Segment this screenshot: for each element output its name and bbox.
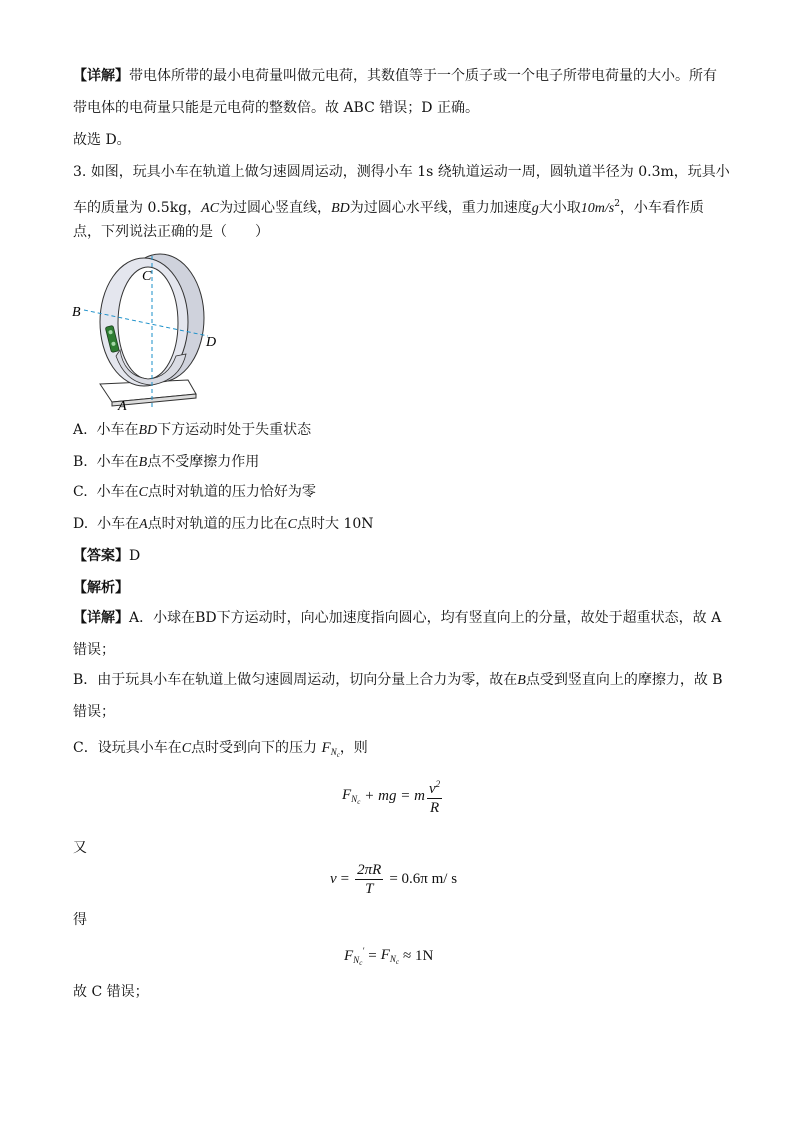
f-nc-inline: $F_{N_c}$ xyxy=(321,740,340,759)
analysis-tag-text: 【解析】 xyxy=(73,580,129,596)
you-line: 又 xyxy=(73,840,87,856)
option-d-mid: 点时对轨道的压力比在 xyxy=(147,516,288,532)
question-number: 3. xyxy=(73,164,87,180)
label-c: C xyxy=(142,269,152,284)
option-a xyxy=(73,420,311,441)
explain2-b-post: 点受到竖直向上的摩擦力，故 B xyxy=(525,672,723,688)
explain2-c-post: 点时受到向下的压力 xyxy=(191,740,318,756)
option-c-key: C. xyxy=(73,484,88,500)
formula-force xyxy=(342,776,444,816)
option-d-key: D. xyxy=(73,516,89,532)
velocity-value: = 0.6π m/ s xyxy=(389,871,458,887)
var-g: g xyxy=(531,201,539,216)
f-nc-prime: $F_{N_c}'$ xyxy=(344,946,365,967)
question-text2b: 为过圆心竖直线， xyxy=(219,200,332,216)
explain2-a-var: BD xyxy=(195,610,217,626)
option-a-key: A. xyxy=(73,422,88,438)
analysis-tag xyxy=(73,578,129,598)
g-value: 10m/s xyxy=(580,201,615,216)
explain2-a-pre: A．小球在 xyxy=(129,610,196,626)
explain2-a-post: 下方运动时，向心加速度指向圆心，均有竖直向上的分量，故处于超重状态，故 A xyxy=(216,610,722,626)
explain2-a-line1 xyxy=(73,608,721,628)
explain2-tag: 【详解】 xyxy=(73,610,129,626)
answer-line xyxy=(73,546,140,566)
v-symbol: v xyxy=(330,871,337,887)
explain2-c-line xyxy=(73,738,368,765)
question-text2c: 为过圆心水平线，重力加速度 xyxy=(349,200,532,216)
option-b-post: 点不受摩擦力作用 xyxy=(147,454,260,470)
question3-line1 xyxy=(73,162,730,182)
option-b-var: B xyxy=(138,455,148,470)
explain2-b-var: B xyxy=(517,673,526,688)
f-nc-rhs: $F_{N_c}$ xyxy=(380,947,400,966)
question-text2a: 车的质量为 0.5kg， xyxy=(73,200,202,216)
loop-track-figure xyxy=(68,252,228,414)
question-text1: 如图，玩具小车在轨道上做匀速圆周运动，测得小车 1s 绕轨道运动一周，圆轨道半径为 0.3m，玩具小 xyxy=(90,164,730,180)
g-exponent: 2 xyxy=(614,199,620,209)
var-bd: BD xyxy=(331,201,350,216)
label-a: A xyxy=(118,399,127,414)
option-d xyxy=(73,514,374,535)
question3-line2 xyxy=(73,194,704,219)
explain2-b-line2: 错误； xyxy=(73,704,115,720)
explain1-line2: 带电体的电荷量只能是元电荷的整数倍。故 ABC 错误；D 正确。 xyxy=(73,100,479,116)
explain2-c-var: C xyxy=(181,741,192,756)
equals-sign-2: = xyxy=(368,948,377,964)
formula-result xyxy=(344,946,433,967)
equals-sign: = xyxy=(340,871,350,887)
f-nc-term: $F_{N_c}$ xyxy=(342,786,361,806)
option-d-pre: 小车在 xyxy=(97,516,140,532)
question3-line3: 点，下列说法正确的是（ ） xyxy=(73,224,269,240)
plus-mg-eq-m: + mg = m xyxy=(364,787,425,804)
conclusion-c: 故 C 错误； xyxy=(73,984,149,1000)
option-c-post: 点时对轨道的压力恰好为零 xyxy=(147,484,316,500)
explain2-b-pre: B．由于玩具小车在轨道上做匀速圆周运动，切向分量上合力为零，故在 xyxy=(73,672,518,688)
explain2-a-line2: 错误； xyxy=(73,642,115,658)
label-d: D xyxy=(206,335,217,350)
option-d-var: A xyxy=(139,517,148,532)
question-text2d: 大小取 xyxy=(538,200,581,216)
explain1-line1 xyxy=(73,66,717,86)
fraction-2pir-t: $\frac{2\pi R}{T}$ xyxy=(357,862,382,897)
answer-tag: 【答案】 xyxy=(73,548,129,564)
formula-velocity xyxy=(330,862,457,897)
option-a-post: 下方运动时处于失重状态 xyxy=(157,422,312,438)
label-b: B xyxy=(72,305,81,320)
option-d-post: 点时大 10N xyxy=(297,516,374,532)
de-line: 得 xyxy=(73,912,87,928)
explain1-text1: 带电体所带的最小电荷量叫做元电荷，其数值等于一个质子或一个电子所带电荷量的大小。所有 xyxy=(129,68,717,84)
answer-value: D xyxy=(129,548,141,564)
explain2-b-line1 xyxy=(73,670,723,691)
option-b-pre: 小车在 xyxy=(96,454,139,470)
option-b-key: B. xyxy=(73,454,88,470)
fraction-v2-r: $\frac{v^2}{R}$ xyxy=(427,776,442,816)
option-a-pre: 小车在 xyxy=(96,422,139,438)
question-text2e: ，小车看作质 xyxy=(619,200,704,216)
option-d-var2: C xyxy=(287,517,297,532)
option-b xyxy=(73,452,259,473)
explain2-c-pre: C．设玩具小车在 xyxy=(73,740,182,756)
option-c xyxy=(73,482,316,503)
approx-value: ≈ 1N xyxy=(403,948,434,964)
var-ac: AC xyxy=(201,201,220,216)
explain1-tag: 【详解】 xyxy=(73,68,129,84)
explain2-c-end: ，则 xyxy=(339,740,368,756)
option-c-pre: 小车在 xyxy=(96,484,139,500)
option-c-var: C xyxy=(138,485,148,500)
option-a-var: BD xyxy=(138,423,158,438)
choose-answer-line: 故选 D。 xyxy=(73,132,131,148)
